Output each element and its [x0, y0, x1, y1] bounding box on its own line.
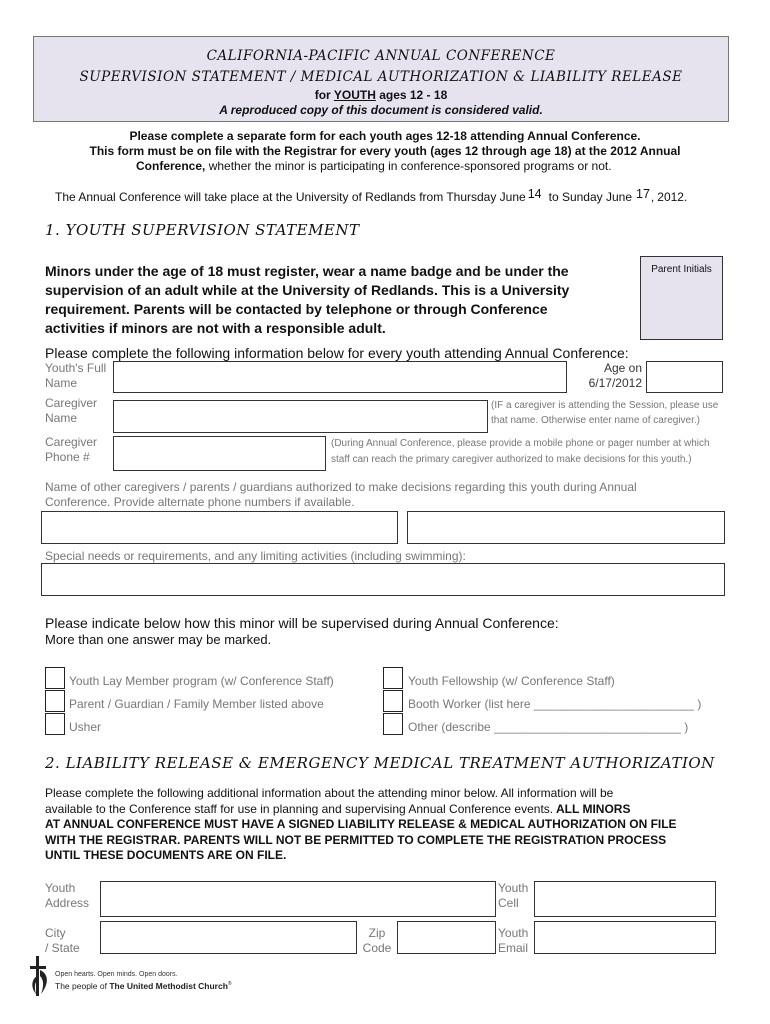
cross-and-flame-logo	[27, 954, 51, 1000]
section-2-title: 2. LIABILITY RELEASE & EMERGENCY MEDICAL TREATMENT AUTHORIZATION	[45, 754, 715, 772]
caregiver-phone-note: (During Annual Conference, please provide a mobile phone or pager number at which staff can reach the primary caregiver authorized to make decisions for this youth.)	[331, 438, 710, 465]
supervision-prompt: Please indicate below how this minor will be supervised during Annual Conference:	[45, 615, 559, 631]
supervision-statement: Minors under the age of 18 must register, wear a name badge and be under the supervision of an adult while at the University of Redlands. This is a University requirement. Parents will be contacted by telephone or through Conference activities if minors are not with a responsible adult.	[45, 263, 570, 336]
checkbox-youth-fellowship[interactable]	[383, 667, 403, 689]
option-parent-guardian: Parent / Guardian / Family Member listed above	[69, 697, 324, 711]
supervision-subprompt: More than one answer may be marked.	[45, 632, 272, 647]
checkbox-youth-lay-member[interactable]	[45, 667, 65, 689]
caregiver-phone-label: Caregiver Phone #	[45, 435, 98, 464]
youth-cell-field[interactable]	[534, 881, 716, 917]
form-title: SUPERVISION STATEMENT / MEDICAL AUTHORIZATION & LIABILITY RELEASE	[79, 69, 683, 85]
special-needs-label: Special needs or requirements, and any limiting activities (including swimming):	[45, 549, 466, 563]
conference-dates: The Annual Conference will take place at the University of Redlands from Thursday June 14 to Sunday June 17, 2012.	[55, 187, 688, 204]
zip-label: Zip Code	[362, 926, 392, 955]
checkbox-booth-worker[interactable]	[383, 690, 403, 712]
umc-tagline: Open hearts. Open minds. Open doors.	[55, 971, 178, 978]
intro-line-1: Please complete a separate form for each youth ages 12-18 attending Annual Conference.	[129, 129, 641, 143]
intro-line-2: This form must be on file with the Registrar for every youth (ages 12 through age 18) at the 2012 Annual	[89, 144, 681, 158]
option-usher: Usher	[69, 720, 102, 734]
city-state-field[interactable]	[100, 921, 357, 954]
youth-address-field[interactable]	[100, 881, 496, 917]
copy-valid-note: A reproduced copy of this document is considered valid.	[219, 103, 543, 117]
youth-email-field[interactable]	[534, 921, 716, 954]
special-needs-field[interactable]	[41, 563, 725, 596]
parent-initials-label: Parent Initials	[651, 264, 712, 275]
option-youth-lay-member: Youth Lay Member program (w/ Conference Staff)	[69, 674, 334, 688]
other-caregiver-field-2[interactable]	[407, 511, 725, 544]
umc-wordmark: The people of The United Methodist Church®	[55, 981, 232, 991]
conference-title: CALIFORNIA-PACIFIC ANNUAL CONFERENCE	[206, 48, 556, 64]
caregiver-name-note: (IF a caregiver is attending the Session, please use that name. Otherwise enter name of caregiver.)	[491, 400, 719, 426]
checkbox-other[interactable]	[383, 713, 403, 735]
liability-paragraph: Please complete the following additional information about the attending minor below. All information will be available to the Conference staff for use in planning and supervising Annual Conference events. ALL MINORS AT ANNUAL CONFERENCE MUST HAVE A SIGNED LIABILITY RELEASE & MEDICAL AUTHORIZATION ON FILE WITH THE REGISTRAR. PARENTS WILL NOT BE PERMITTED TO COMPLETE THE REGISTRATION PROCESS UNTIL THESE DOCUMENTS ARE ON FILE.	[45, 786, 677, 862]
age-field[interactable]	[646, 361, 723, 393]
caregiver-phone-field[interactable]	[113, 436, 326, 471]
city-state-label: City / State	[45, 926, 80, 955]
other-caregivers-label: Name of other caregivers / parents / guardians authorized to make decisions regarding this youth during Annual Conference. Provide alternate phone numbers if available.	[45, 480, 637, 509]
info-prompt: Please complete the following information below for every youth attending Annual Conference:	[45, 345, 629, 361]
other-caregiver-field-1[interactable]	[41, 511, 398, 544]
youth-name-field[interactable]	[113, 361, 567, 393]
option-youth-fellowship: Youth Fellowship (w/ Conference Staff)	[408, 674, 615, 688]
caregiver-name-label: Caregiver Name	[45, 396, 98, 425]
youth-cell-label: Youth Cell	[498, 881, 529, 910]
section-1-title: 1. YOUTH SUPERVISION STATEMENT	[45, 221, 360, 239]
caregiver-name-field[interactable]	[113, 400, 488, 433]
option-other: Other (describe ____________________________ )	[408, 720, 689, 734]
youth-address-label: Youth Address	[45, 881, 90, 910]
checkbox-parent-guardian[interactable]	[45, 690, 65, 712]
age-range-line: for YOUTH ages 12 - 18	[314, 88, 448, 102]
checkbox-usher[interactable]	[45, 713, 65, 735]
youth-name-label: Youth's Full Name	[45, 361, 107, 390]
option-booth-worker: Booth Worker (list here ________________________ )	[408, 697, 702, 711]
youth-email-label: Youth Email	[498, 926, 529, 955]
intro-line-3: Conference, whether the minor is participating in conference-sponsored programs or not.	[136, 159, 612, 173]
zip-field[interactable]	[397, 921, 496, 954]
age-label: Age on 6/17/2012	[588, 361, 642, 390]
